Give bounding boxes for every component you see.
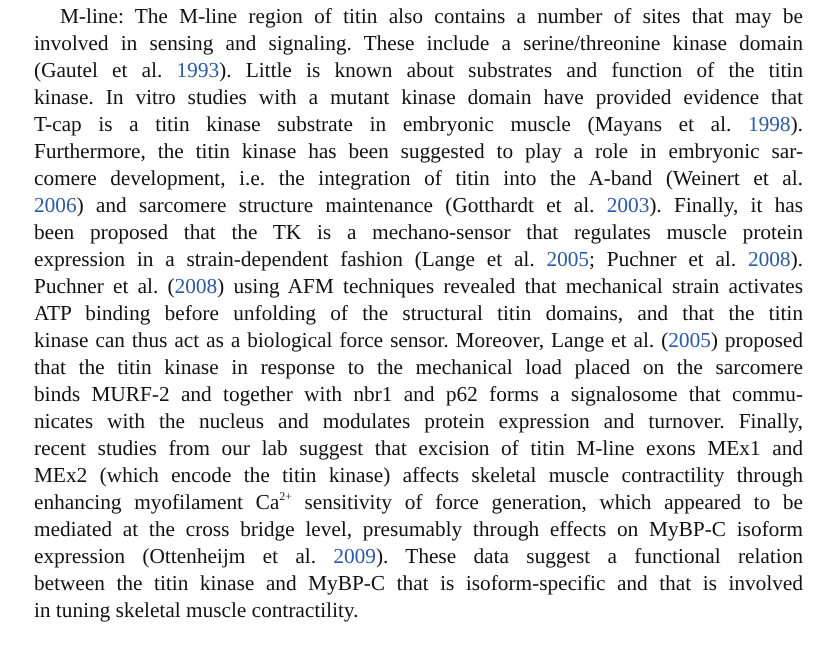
text-line — [34, 381, 803, 408]
text-line — [34, 57, 803, 84]
text-run: M-line: The M-line region of titin also contains a number of sites that may be — [60, 4, 803, 28]
text-run: involved in sensing and signaling. These include a serine/threonine kinase domain — [34, 31, 803, 55]
text-line — [34, 327, 803, 354]
text-run: ) using AFM techniques revealed that mechanical strain activates — [217, 274, 803, 298]
superscript: 2+ — [279, 490, 292, 504]
citation-year-link[interactable]: 2005 — [668, 328, 711, 352]
text-line — [34, 597, 803, 624]
text-line — [34, 30, 803, 57]
text-run: enhancing myofilament Ca — [34, 490, 280, 514]
citation-year-link[interactable]: 2009 — [333, 544, 376, 568]
text-run: binds MURF-2 and together with nbr1 and p62 forms a signalosome that commu- — [34, 382, 803, 406]
citation-year-link[interactable]: 2003 — [606, 193, 650, 217]
text-line — [34, 192, 803, 219]
citation-year-link[interactable]: 2006 — [34, 193, 77, 217]
text-line — [34, 300, 803, 327]
text-run: kinase. In vitro studies with a mutant kinase domain have provided evidence that — [34, 85, 803, 109]
text-run: comere development, i.e. the integration of titin into the A-band (Weinert et al. — [34, 166, 803, 190]
text-run: ). Little is known about substrates and function of the titin — [219, 58, 803, 82]
text-run: T-cap is a titin kinase substrate in embryonic muscle (Mayans et al. — [34, 112, 748, 136]
text-run: MEx2 (which encode the titin kinase) affects skeletal muscle contractility through — [34, 463, 803, 487]
text-run: Furthermore, the titin kinase has been suggested to play a role in embryonic sar- — [34, 139, 803, 163]
text-run: been proposed that the TK is a mechano-sensor that regulates muscle protein — [34, 220, 803, 244]
text-line — [34, 570, 803, 597]
cut-off-next-line — [34, 640, 803, 643]
citation-year-link[interactable]: 2008 — [174, 274, 218, 298]
text-run: mediated at the cross bridge level, presumably through effects on MyBP-C isoform — [34, 517, 803, 541]
text-run: ; Puchner et al. — [589, 247, 748, 271]
text-line — [34, 489, 803, 516]
text-run: between the titin kinase and MyBP-C that is isoform-specific and that is involved — [34, 571, 803, 595]
text-run: expression (Ottenheijm et al. — [34, 544, 334, 568]
text-line — [34, 408, 803, 435]
text-line — [34, 354, 803, 381]
text-line — [34, 273, 803, 300]
text-run: expression in a strain-dependent fashion (Lange et al. — [34, 247, 547, 271]
text-run: ). — [790, 247, 803, 271]
text-run: in tuning skeletal muscle contractility. — [34, 598, 359, 622]
text-line — [34, 516, 803, 543]
text-run: kinase can thus act as a biological force sensor. Moreover, Lange et al. ( — [34, 328, 669, 352]
text-line — [34, 435, 803, 462]
text-line — [34, 84, 803, 111]
text-run: ). — [790, 112, 803, 136]
text-line — [34, 138, 803, 165]
citation-year-link[interactable]: 1998 — [747, 112, 791, 136]
text-run: ) and sarcomere structure maintenance (Gotthardt et al. — [76, 193, 607, 217]
citation-year-link[interactable]: 2005 — [546, 247, 590, 271]
text-run: ) proposed — [710, 328, 803, 352]
citation-year-link[interactable]: 2008 — [747, 247, 791, 271]
text-line — [34, 462, 803, 489]
text-line — [34, 246, 803, 273]
text-run: (Gautel et al. — [34, 58, 177, 82]
text-run: ATP binding before unfolding of the structural titin domains, and that the titin — [34, 301, 803, 325]
text-run: Puchner et al. ( — [34, 274, 175, 298]
text-line — [34, 111, 803, 138]
text-run: recent studies from our lab suggest that excision of titin M-line exons MEx1 and — [34, 436, 803, 460]
text-line — [34, 219, 803, 246]
text-line — [60, 3, 803, 30]
citation-year-link[interactable]: 1993 — [176, 58, 220, 82]
text-line — [34, 165, 803, 192]
text-run: nicates with the nucleus and modulates protein expression and turnover. Finally, — [34, 409, 803, 433]
text-run: ). These data suggest a functional relation — [375, 544, 803, 568]
text-run: that the titin kinase in response to the mechanical load placed on the sarcomere — [34, 355, 803, 379]
text-run: sensitivity of force generation, which appeared to be — [291, 490, 803, 514]
text-line — [34, 543, 803, 570]
text-run: ). Finally, it has — [649, 193, 803, 217]
